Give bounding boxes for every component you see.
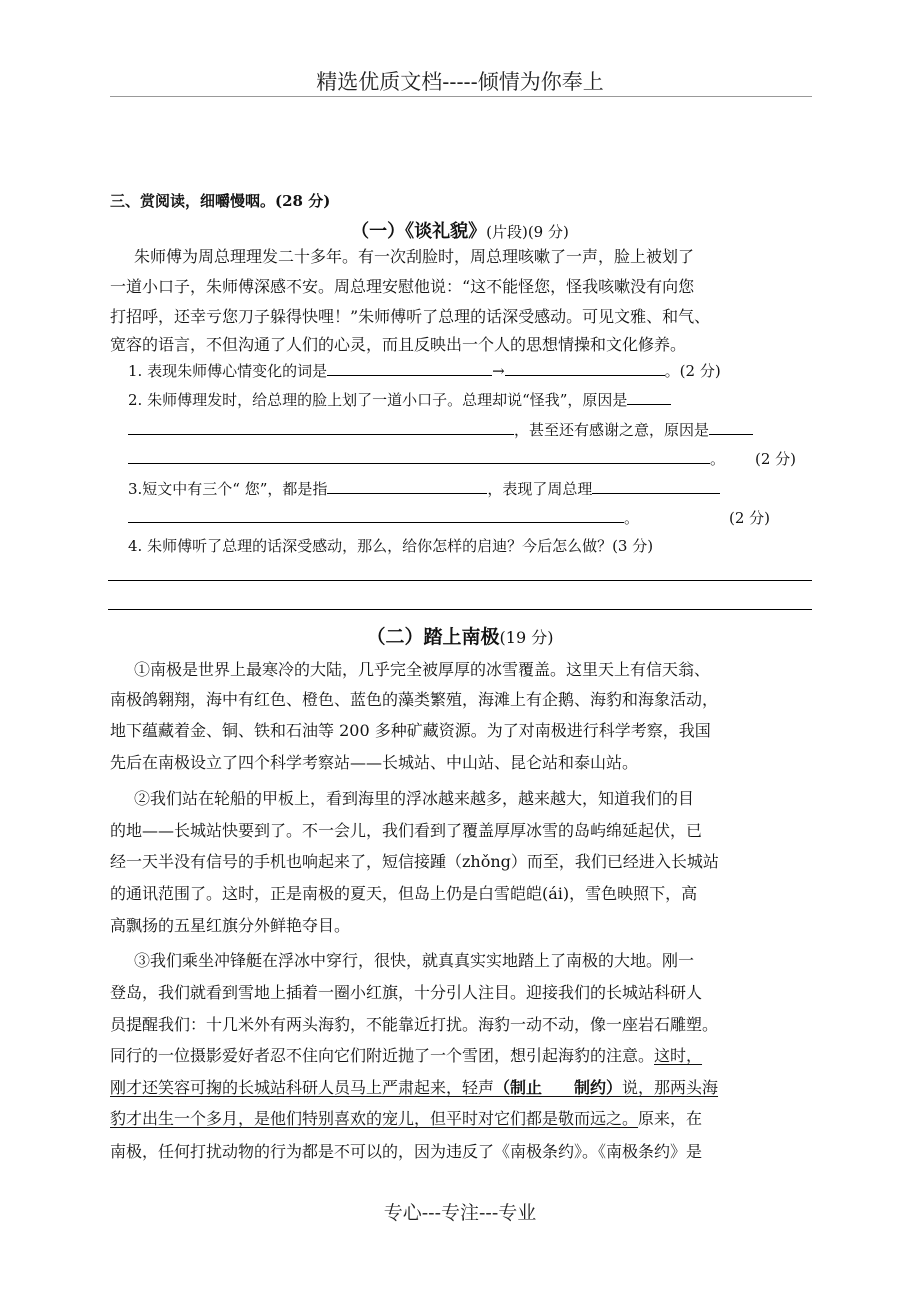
answer-blank[interactable]	[709, 418, 753, 435]
question-1-score: 。(2 分)	[664, 362, 721, 380]
question-2-line-3	[128, 447, 796, 469]
answer-blank[interactable]	[592, 477, 720, 494]
question-3-line-2	[128, 506, 770, 528]
question-1-text: 1. 表现朱师傅心情变化的词是	[128, 362, 328, 380]
passage-line: 地下蕴藏着金、铜、铁和石油等 200 多种矿藏资源。为了对南极进行科学考察，我国	[110, 721, 711, 740]
question-3-text-2: ，表现了周总理	[487, 480, 593, 498]
passage-line: 登岛，我们就看到雪地上插着一圈小红旗，十分引人注目。迎接我们的长城站科研人	[110, 983, 703, 1002]
passage-line: 南极，任何打扰动物的行为都是不可以的，因为违反了《南极条约》。《南极条约》是	[110, 1142, 703, 1161]
passage-line: 的地——长城站快要到了。不一会儿，我们看到了覆盖厚厚冰雪的岛屿绵延起伏，已	[110, 821, 703, 840]
underlined-passage: 刚才还笑容可掬的长城站科研人员马上严肃起来，轻声	[110, 1078, 495, 1097]
answer-blank[interactable]	[327, 359, 492, 376]
passage-line	[110, 1104, 702, 1134]
part1-title-main: 《谈礼貌》	[405, 221, 487, 242]
part2-title-score: (19 分)	[499, 628, 554, 647]
passage-line	[110, 1041, 702, 1071]
answer-line[interactable]	[108, 609, 812, 610]
question-2-score: (2 分)	[755, 450, 797, 468]
passage-line: 朱师傅为周总理理发二十多年。有一次刮脸时，周总理咳嗽了一声，脸上被划了	[134, 247, 695, 266]
question-3-score: (2 分)	[729, 509, 771, 527]
passage-line: 宽容的语言，不但沟通了人们的心灵，而且反映出一个人的思想情操和文化修养。	[110, 335, 687, 354]
passage-line: 南极鸽翱翔，海中有红色、橙色、蓝色的藻类繁殖，海滩上有企鹅、海豹和海象活动，	[110, 690, 719, 709]
underlined-passage: 说，那两头海	[622, 1078, 719, 1097]
arrow-symbol: →	[492, 362, 505, 380]
answer-blank[interactable]	[128, 418, 514, 435]
section-title: 三、赏阅读，细嚼慢咽。(28 分)	[110, 192, 331, 210]
answer-line[interactable]	[108, 580, 812, 581]
passage-line: 一道小口子，朱师傅深感不安。周总理安慰他说：“这不能怪您，怪我咳嗽没有向您	[110, 277, 695, 296]
answer-blank[interactable]	[128, 506, 624, 523]
question-2-text-2: ，甚至还有感谢之意，原因是	[514, 421, 710, 439]
passage-text: 同行的一位摄影爱好者忍不住向它们附近抛了一个雪团，想引起海豹的注意。	[110, 1046, 655, 1065]
underlined-passage: 这时，	[654, 1046, 703, 1065]
answer-blank[interactable]	[505, 359, 665, 376]
passage-line: 员提醒我们：十几米外有两头海豹，不能靠近打扰。海豹一动不动，像一座岩石雕塑。	[110, 1015, 719, 1034]
answer-blank[interactable]	[128, 447, 710, 464]
passage-line: 先后在南极设立了四个科学考察站——长城站、中山站、昆仑站和泰山站。	[110, 753, 639, 772]
passage-line: 经一天半没有信号的手机也响起来了，短信接踵（zhǒng）而至，我们已经进入长城站	[110, 852, 719, 871]
passage-text: 原来，在	[638, 1109, 703, 1128]
passage-line	[110, 1073, 718, 1103]
passage-line: ③我们乘坐冲锋艇在浮冰中穿行，很快，就真真实实地踏上了南极的大地。刚一	[134, 951, 695, 970]
underlined-passage: 豹才出生一个多月，是他们特别喜欢的宠儿，但平时对它们都是敬而远之。	[110, 1109, 639, 1128]
answer-blank[interactable]	[627, 388, 671, 405]
page-footer: 专心---专注---专业	[383, 1202, 537, 1224]
question-3-text: 3.短文中有三个“ 您”，都是指	[128, 480, 328, 498]
question-2	[128, 388, 671, 410]
passage-line: 高飘扬的五星红旗分外鲜艳夺目。	[110, 916, 351, 935]
word-choice-options[interactable]: （制止 制约）	[494, 1078, 623, 1097]
passage-line: ②我们站在轮船的甲板上，看到海里的浮冰越来越多，越来越大，知道我们的目	[134, 789, 695, 808]
passage-line: 打招呼，还幸亏您刀子躲得快哩！”朱师傅听了总理的话深受感动。可见文雅、和气、	[110, 307, 711, 326]
passage-line: ①南极是世界上最寒冷的大陆，几乎完全被厚厚的冰雪覆盖。这里天上有信天翁、	[134, 660, 711, 679]
question-2-text: 2. 朱师傅理发时，给总理的脸上划了一道小口子。总理却说“怪我”，原因是	[128, 391, 628, 409]
passage-line: 的通讯范围了。这时，正是南极的夏天，但岛上仍是白雪皑皑(ái)，雪色映照下，高	[110, 884, 698, 903]
header-divider	[110, 96, 812, 97]
part1-title	[0, 217, 920, 243]
answer-blank[interactable]	[327, 477, 487, 494]
page-header: 精选优质文档-----倾情为你奉上	[316, 70, 604, 94]
question-2-end: 。	[710, 450, 726, 468]
part2-title	[0, 622, 920, 649]
question-3	[128, 477, 720, 499]
part1-title-prefix: （一）	[351, 221, 406, 242]
question-1	[128, 359, 721, 381]
part2-title-main: （二）踏上南极	[366, 626, 500, 648]
question-4: 4. 朱师傅听了总理的话深受感动，那么，给你怎样的启迪？今后怎么做？(3 分)	[128, 537, 654, 555]
question-3-end: 。	[624, 509, 640, 527]
part1-title-suffix: (片段)(9 分)	[486, 223, 569, 241]
question-2-line-2	[128, 418, 753, 440]
